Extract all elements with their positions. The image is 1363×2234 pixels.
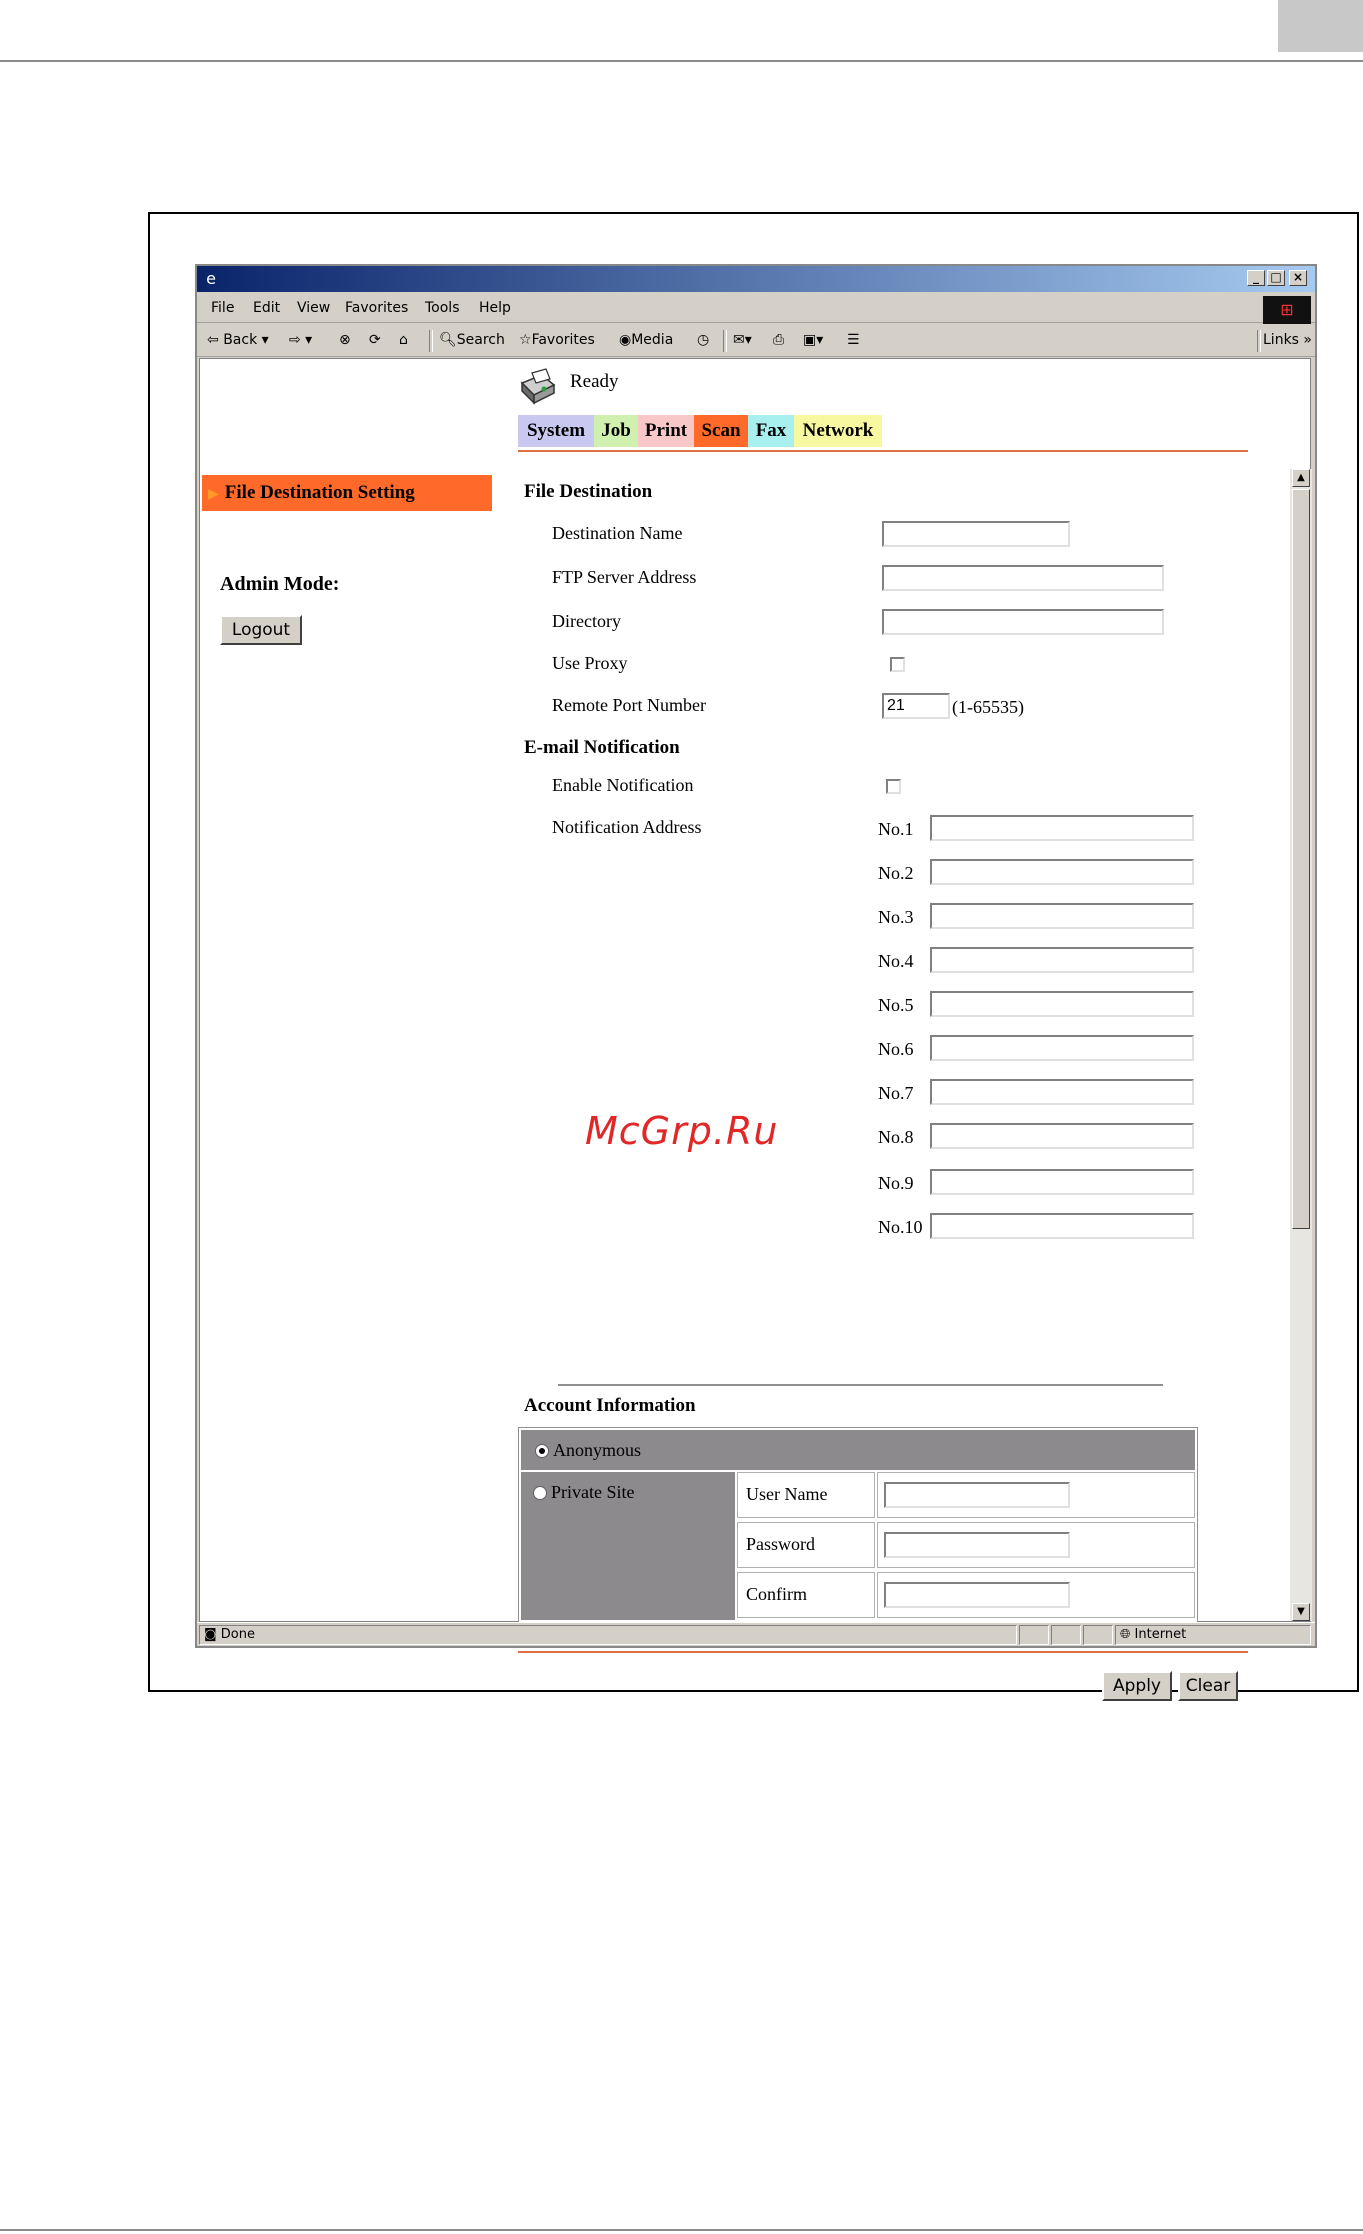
back-label: Back [223, 332, 258, 348]
media-icon: ◉ [619, 332, 632, 348]
status-cell [1083, 1625, 1113, 1645]
private-site-radio[interactable] [533, 1486, 547, 1500]
destination-name-label: Destination Name [552, 523, 683, 543]
search-icon: 🔍︎ [439, 332, 457, 348]
private-site-label: Private Site [551, 1482, 635, 1502]
stop-icon[interactable]: ⊗ [339, 332, 351, 348]
notification-slot-label: No.6 [878, 1039, 914, 1059]
tab-underline [518, 450, 1248, 452]
menu-view[interactable]: View [297, 300, 331, 316]
notification-slot-label: No.5 [878, 995, 914, 1015]
home-icon[interactable]: ⌂ [399, 332, 408, 348]
password-label: Password [746, 1534, 816, 1554]
discuss-icon[interactable]: ☰ [847, 332, 860, 348]
email-notification-title: E-mail Notification [524, 737, 680, 758]
toolbar [197, 324, 1315, 357]
tab-fax[interactable] [748, 415, 794, 447]
port-range-hint: (1-65535) [952, 697, 1024, 717]
remote-port-number-label: Remote Port Number [552, 695, 706, 715]
destination-name-input[interactable] [882, 521, 1070, 547]
password-input-cell [877, 1522, 1195, 1568]
notification-address-input-4[interactable] [930, 947, 1194, 973]
notification-slot-label: No.7 [878, 1083, 914, 1103]
logout-button[interactable]: Logout [220, 615, 302, 645]
sidebar-item-label: File Destination Setting [224, 482, 415, 503]
page-bottom-rule [0, 2229, 1363, 2231]
notification-slot-label: No.8 [878, 1127, 914, 1147]
arrow-right-icon: ▶ [208, 487, 219, 502]
confirm-label: Confirm [746, 1584, 807, 1604]
notification-address-input-6[interactable] [930, 1035, 1194, 1061]
file-destination-title: File Destination [524, 481, 653, 502]
enable-notification-checkbox[interactable] [886, 779, 901, 794]
menu-favorites[interactable]: Favorites [345, 300, 409, 316]
scroll-up-icon[interactable]: ▲ [1292, 469, 1310, 487]
tab-scan[interactable] [694, 415, 748, 447]
confirm-input-cell [877, 1572, 1195, 1618]
user-name-cell [737, 1472, 875, 1518]
status-done-text: Done [220, 1627, 255, 1642]
notification-address-input-2[interactable] [930, 859, 1194, 885]
user-name-input-cell [877, 1472, 1195, 1518]
tab-system[interactable] [518, 415, 594, 447]
admin-mode-label: Admin Mode: [220, 573, 340, 595]
section-divider [558, 1384, 1163, 1386]
use-proxy-checkbox[interactable] [890, 657, 905, 672]
enable-notification-label: Enable Notification [552, 775, 694, 795]
password-cell [737, 1522, 875, 1568]
status-zone-cell [1115, 1625, 1311, 1645]
menu-file[interactable]: File [211, 300, 235, 316]
tab-fax-label: Fax [755, 420, 787, 441]
page-top-rule [0, 60, 1363, 62]
title-bar [197, 266, 1315, 292]
apply-button[interactable]: Apply [1102, 1671, 1172, 1701]
links-button[interactable]: Links » [1263, 332, 1312, 348]
password-input[interactable] [884, 1532, 1070, 1558]
notification-address-input-9[interactable] [930, 1169, 1194, 1195]
tab-scan-label: Scan [701, 420, 741, 441]
notification-address-input-1[interactable] [930, 815, 1194, 841]
back-arrow-icon: ⇦ [207, 332, 219, 348]
printer-status-icon [518, 369, 558, 405]
print-icon[interactable]: ⎙ [773, 332, 785, 348]
notification-slot-label: No.4 [878, 951, 914, 971]
private-site-cell [521, 1472, 735, 1620]
status-done-cell [199, 1625, 1017, 1645]
scrollbar-thumb[interactable] [1292, 489, 1310, 1229]
status-cell [1051, 1625, 1081, 1645]
confirm-cell [737, 1572, 875, 1618]
notification-address-input-7[interactable] [930, 1079, 1194, 1105]
notification-address-input-5[interactable] [930, 991, 1194, 1017]
notification-address-input-3[interactable] [930, 903, 1194, 929]
globe-icon: 🌐︎ [1120, 1627, 1131, 1642]
tab-system-label: System [526, 420, 586, 441]
remote-port-input[interactable] [882, 693, 950, 719]
page-done-icon: ◙ [204, 1627, 217, 1642]
history-icon[interactable]: ◷ [697, 332, 710, 348]
favorites-label: Favorites [531, 332, 595, 348]
forward-button[interactable]: ⇨ ▾ [289, 332, 313, 348]
minimize-button[interactable]: _ [1247, 270, 1265, 286]
user-name-label: User Name [746, 1484, 828, 1504]
forward-arrow-icon: ⇨ [289, 332, 301, 348]
toolbar-separator [1257, 330, 1261, 352]
page-corner-tab [1278, 0, 1363, 52]
media-button[interactable] [619, 332, 673, 348]
ftp-server-address-input[interactable] [882, 565, 1164, 591]
scroll-down-icon[interactable]: ▼ [1292, 1603, 1310, 1621]
ie-logo-icon: e [206, 269, 216, 288]
tab-print-label: Print [644, 420, 688, 441]
notification-slot-label: No.10 [878, 1217, 923, 1237]
tab-network[interactable] [794, 415, 882, 447]
close-icon[interactable]: × [1289, 270, 1307, 286]
status-zone-text: Internet [1134, 1627, 1187, 1642]
confirm-input[interactable] [884, 1582, 1070, 1608]
anonymous-row [521, 1430, 1195, 1470]
mail-icon[interactable]: ✉▾ [733, 332, 752, 348]
browser-window [195, 264, 1317, 1696]
media-label: Media [631, 332, 674, 348]
tab-job-label: Job [601, 420, 631, 441]
links-label: Links [1263, 332, 1299, 348]
anonymous-radio[interactable] [535, 1444, 549, 1458]
favorites-icon: ☆ [519, 332, 532, 348]
toolbar-separator [429, 330, 433, 352]
back-button[interactable]: ⇦ Back ▾ [207, 332, 269, 348]
menu-bar [197, 294, 1315, 323]
search-button[interactable] [439, 332, 505, 348]
account-table [518, 1427, 1198, 1623]
sidebar-item-file-destination-setting[interactable] [202, 475, 492, 511]
notification-slot-label: No.2 [878, 863, 914, 883]
status-text: Ready [570, 371, 619, 392]
status-cell [1019, 1625, 1049, 1645]
notification-address-label: Notification Address [552, 817, 702, 837]
tab-network-label: Network [802, 420, 874, 441]
watermark-text: McGrp.Ru [585, 1109, 779, 1153]
menu-edit[interactable]: Edit [253, 300, 281, 316]
tab-print[interactable] [638, 415, 694, 447]
menu-help[interactable]: Help [479, 300, 511, 316]
windows-logo-icon: ⊞ [1263, 296, 1311, 324]
directory-label: Directory [552, 611, 621, 631]
vertical-scrollbar[interactable] [1290, 469, 1312, 1621]
status-bar [197, 1622, 1315, 1647]
search-label: Search [456, 332, 505, 348]
notification-address-input-10[interactable] [930, 1213, 1194, 1239]
refresh-icon[interactable]: ⟳ [369, 332, 381, 348]
directory-input[interactable] [882, 609, 1164, 635]
ftp-server-address-label: FTP Server Address [552, 567, 697, 587]
maximize-icon[interactable]: □ [1267, 270, 1285, 286]
notification-address-input-8[interactable] [930, 1123, 1194, 1149]
notification-slot-label: No.1 [878, 819, 914, 839]
toolbar-separator [723, 330, 727, 352]
menu-tools[interactable]: Tools [425, 300, 460, 316]
notification-slot-label: No.9 [878, 1173, 914, 1193]
user-name-input[interactable] [884, 1482, 1070, 1508]
notification-slot-label: No.3 [878, 907, 914, 927]
use-proxy-label: Use Proxy [552, 653, 628, 673]
account-information-title: Account Information [524, 1395, 696, 1416]
anonymous-label: Anonymous [553, 1440, 642, 1460]
favorites-button[interactable] [519, 332, 595, 348]
edit-icon[interactable]: ▣▾ [803, 332, 824, 348]
clear-button[interactable]: Clear [1178, 1671, 1238, 1701]
footer-rule [518, 1651, 1248, 1653]
tab-job[interactable] [594, 415, 638, 447]
